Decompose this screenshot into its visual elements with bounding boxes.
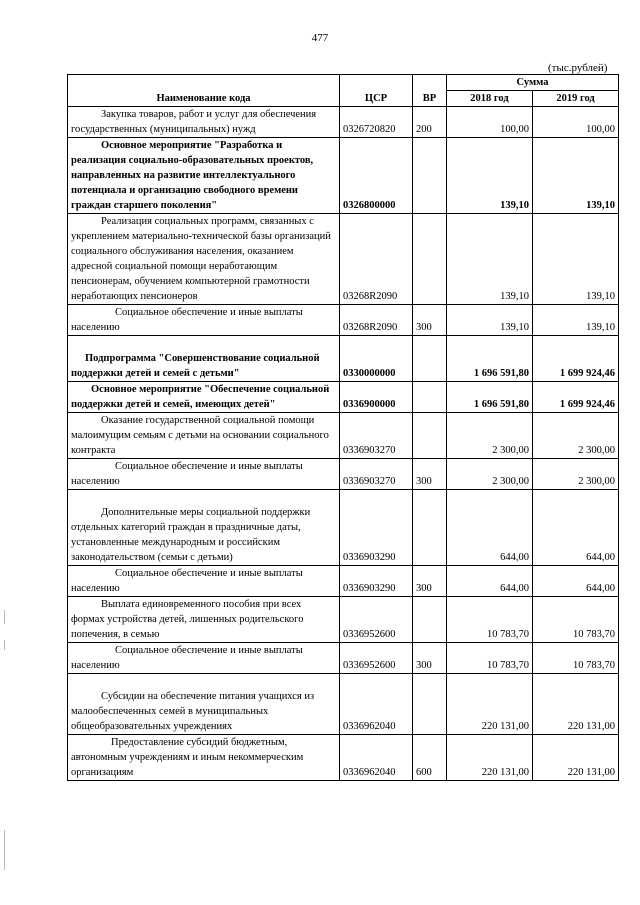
row-vr	[413, 336, 447, 382]
row-2018: 2 300,00	[447, 413, 533, 459]
row-vr: 600	[413, 735, 447, 781]
row-name: Закупка товаров, работ и услуг для обеспечения государственных (муниципальных) нужд	[68, 107, 340, 138]
header-csr: ЦСР	[340, 75, 413, 107]
row-2018: 220 131,00	[447, 735, 533, 781]
row-csr: 03268R2090	[340, 305, 413, 336]
table-row	[68, 597, 619, 643]
margin-mark	[4, 640, 5, 650]
row-2018: 139,10	[447, 305, 533, 336]
row-csr: 0326720820	[340, 107, 413, 138]
row-2019: 10 783,70	[533, 643, 619, 674]
page-number: 477	[311, 32, 329, 44]
header-sum: Сумма	[447, 75, 619, 91]
row-2019: 220 131,00	[533, 674, 619, 735]
row-vr	[413, 382, 447, 413]
table-header-row	[68, 75, 619, 91]
row-2019: 1 699 924,46	[533, 336, 619, 382]
row-2018: 644,00	[447, 490, 533, 566]
row-2018: 2 300,00	[447, 459, 533, 490]
row-2019: 644,00	[533, 490, 619, 566]
table-row	[68, 138, 619, 214]
table-row	[68, 674, 619, 735]
row-name: Подпрограмма "Совершенствование социальной поддержки детей и семей с детьми"	[68, 336, 340, 382]
row-2019: 220 131,00	[533, 735, 619, 781]
header-name: Наименование кода	[68, 75, 340, 107]
row-vr: 300	[413, 305, 447, 336]
row-csr: 0336952600	[340, 643, 413, 674]
row-name: Основное мероприятие "Разработка и реализация социально-образовательных проектов, направленных на развитие интеллектуального потенциала и организацию свободного времени граждан старшего поколения"	[68, 138, 340, 214]
row-name: Субсидии на обеспечение питания учащихся из малообеспеченных семей в муниципальных общеобразовательных учреждениях	[68, 674, 340, 735]
row-name: Основное мероприятие "Обеспечение социальной поддержки детей и семей, имеющих детей"	[68, 382, 340, 413]
table-row	[68, 566, 619, 597]
units-label: (тыс.рублей)	[548, 62, 608, 74]
row-2018: 220 131,00	[447, 674, 533, 735]
row-name: Выплата единовременного пособия при всех формах устройства детей, лишенных родительского попечения, в семью	[68, 597, 340, 643]
table-row	[68, 413, 619, 459]
row-name: Социальное обеспечение и иные выплаты населению	[68, 643, 340, 674]
table-row	[68, 214, 619, 305]
row-vr	[413, 138, 447, 214]
row-2019: 2 300,00	[533, 459, 619, 490]
row-csr: 0336903290	[340, 566, 413, 597]
row-2019: 139,10	[533, 305, 619, 336]
row-name: Реализация социальных программ, связанных с укреплением материально-технической базы организаций социального обслуживания населения, оказанием адресной социальной помощи неработающим пенсионерам, обучением компьютерной грамотности неработающих пенсионеров	[68, 214, 340, 305]
row-vr: 300	[413, 459, 447, 490]
table-row	[68, 735, 619, 781]
row-vr	[413, 214, 447, 305]
table-row	[68, 336, 619, 382]
row-name: Оказание государственной социальной помощи малоимущим семьям с детьми на основании социального контракта	[68, 413, 340, 459]
row-csr: 0336952600	[340, 597, 413, 643]
row-name: Предоставление субсидий бюджетным, автономным учреждениям и иным некоммерческим организациям	[68, 735, 340, 781]
row-2019: 10 783,70	[533, 597, 619, 643]
row-2019: 1 699 924,46	[533, 382, 619, 413]
row-2019: 139,10	[533, 138, 619, 214]
table-row	[68, 107, 619, 138]
row-vr	[413, 674, 447, 735]
row-csr: 0336900000	[340, 382, 413, 413]
row-2018: 139,10	[447, 214, 533, 305]
row-name: Социальное обеспечение и иные выплаты населению	[68, 459, 340, 490]
row-2018: 1 696 591,80	[447, 336, 533, 382]
row-2018: 10 783,70	[447, 643, 533, 674]
table-row	[68, 643, 619, 674]
budget-table	[67, 74, 619, 781]
row-name: Социальное обеспечение и иные выплаты населению	[68, 305, 340, 336]
row-2018: 10 783,70	[447, 597, 533, 643]
row-2018: 139,10	[447, 138, 533, 214]
row-2019: 644,00	[533, 566, 619, 597]
row-name: Дополнительные меры социальной поддержки отдельных категорий граждан в праздничные даты, установленные международным и российским законодательством (семьи с детьми)	[68, 490, 340, 566]
header-2018: 2018 год	[447, 91, 533, 107]
header-vr: ВР	[413, 75, 447, 107]
row-2019: 100,00	[533, 107, 619, 138]
header-2019: 2019 год	[533, 91, 619, 107]
margin-mark	[4, 610, 5, 624]
table-row	[68, 382, 619, 413]
row-csr: 0330000000	[340, 336, 413, 382]
table-row	[68, 305, 619, 336]
row-vr	[413, 490, 447, 566]
row-csr: 0326800000	[340, 138, 413, 214]
row-vr: 300	[413, 643, 447, 674]
row-csr: 0336962040	[340, 674, 413, 735]
row-2019: 2 300,00	[533, 413, 619, 459]
row-name: Социальное обеспечение и иные выплаты населению	[68, 566, 340, 597]
row-csr: 0336903290	[340, 490, 413, 566]
row-csr: 0336903270	[340, 459, 413, 490]
row-csr: 0336903270	[340, 413, 413, 459]
row-vr	[413, 597, 447, 643]
row-vr: 200	[413, 107, 447, 138]
row-vr	[413, 413, 447, 459]
row-2019: 139,10	[533, 214, 619, 305]
row-csr: 0336962040	[340, 735, 413, 781]
row-2018: 644,00	[447, 566, 533, 597]
table-row	[68, 490, 619, 566]
row-vr: 300	[413, 566, 447, 597]
row-2018: 1 696 591,80	[447, 382, 533, 413]
row-2018: 100,00	[447, 107, 533, 138]
margin-mark	[4, 830, 5, 870]
row-csr: 03268R2090	[340, 214, 413, 305]
table-row	[68, 459, 619, 490]
